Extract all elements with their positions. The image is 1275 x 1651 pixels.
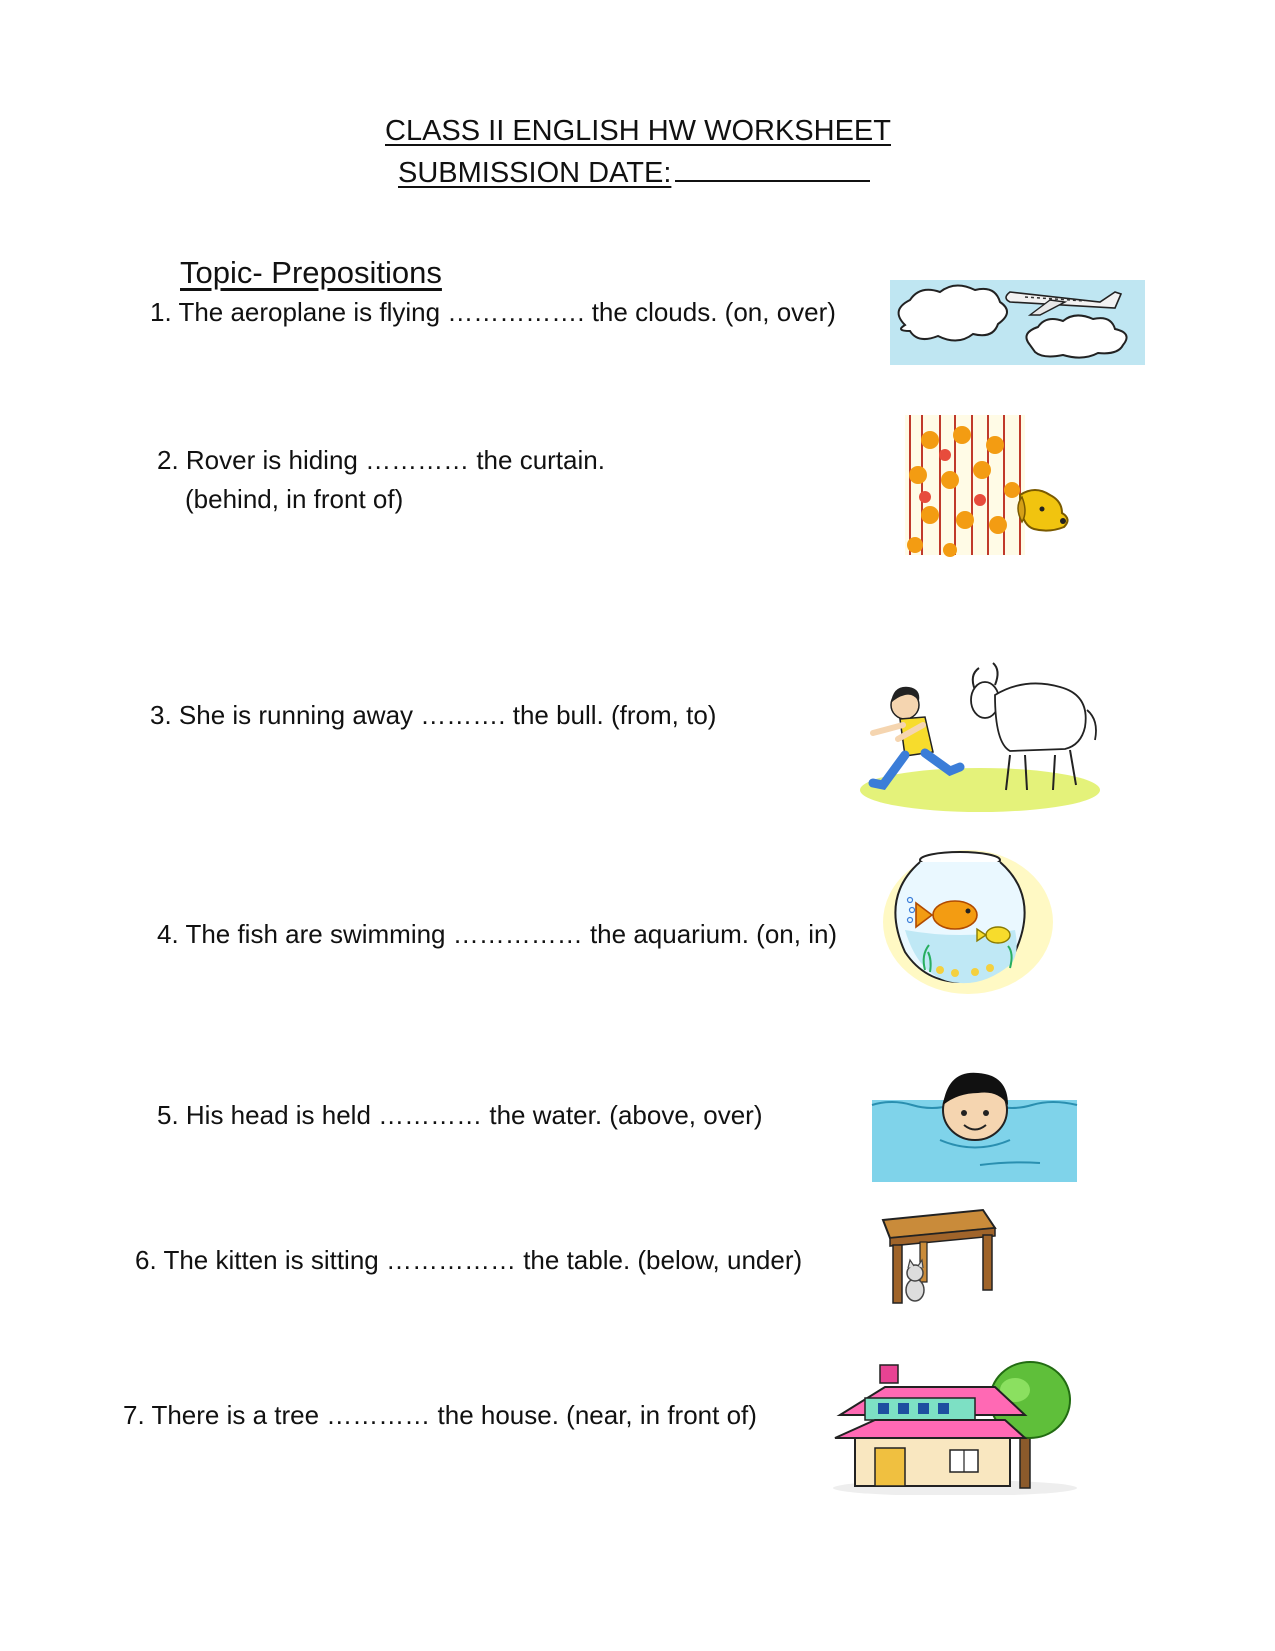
question-6: 6. The kitten is sitting …………… the table. (below, under) — [135, 1245, 803, 1275]
kitten-table-illustration — [875, 1205, 1000, 1310]
question-3: 3. She is running away ………. the bull. (from, to) — [150, 700, 717, 730]
worksheet-title: CLASS II ENGLISH HW WORKSHEET — [385, 115, 891, 147]
boy-water-illustration — [870, 1065, 1080, 1185]
question-2-options: (behind, in front of) — [185, 484, 404, 514]
question-2: 2. Rover is hiding ………… the curtain. — [157, 445, 605, 475]
boy-head-icon — [943, 1073, 1008, 1140]
submission-date-blank[interactable] — [675, 158, 870, 182]
question-5: 5. His head is held ………… the water. (above, over) — [157, 1100, 763, 1130]
question-1: 1. The aeroplane is flying ……………. the clouds. (on, over) — [150, 297, 836, 327]
question-4: 4. The fish are swimming …………… the aquarium. (on, in) — [157, 919, 838, 949]
girl-bull-illustration — [855, 655, 1105, 815]
question-7: 7. There is a tree ………… the house. (near, in front of) — [123, 1400, 757, 1430]
house-tree-illustration — [830, 1360, 1080, 1495]
aeroplane-clouds-illustration — [885, 270, 1150, 365]
submission-date-label: SUBMISSION DATE: — [398, 157, 672, 189]
dog-curtain-illustration — [900, 415, 1080, 560]
topic-heading: Topic- Prepositions — [180, 255, 442, 290]
dog-icon — [1018, 490, 1068, 531]
fish-bowl-illustration — [880, 840, 1055, 995]
submission-date — [398, 157, 870, 190]
girl-icon — [873, 687, 960, 785]
